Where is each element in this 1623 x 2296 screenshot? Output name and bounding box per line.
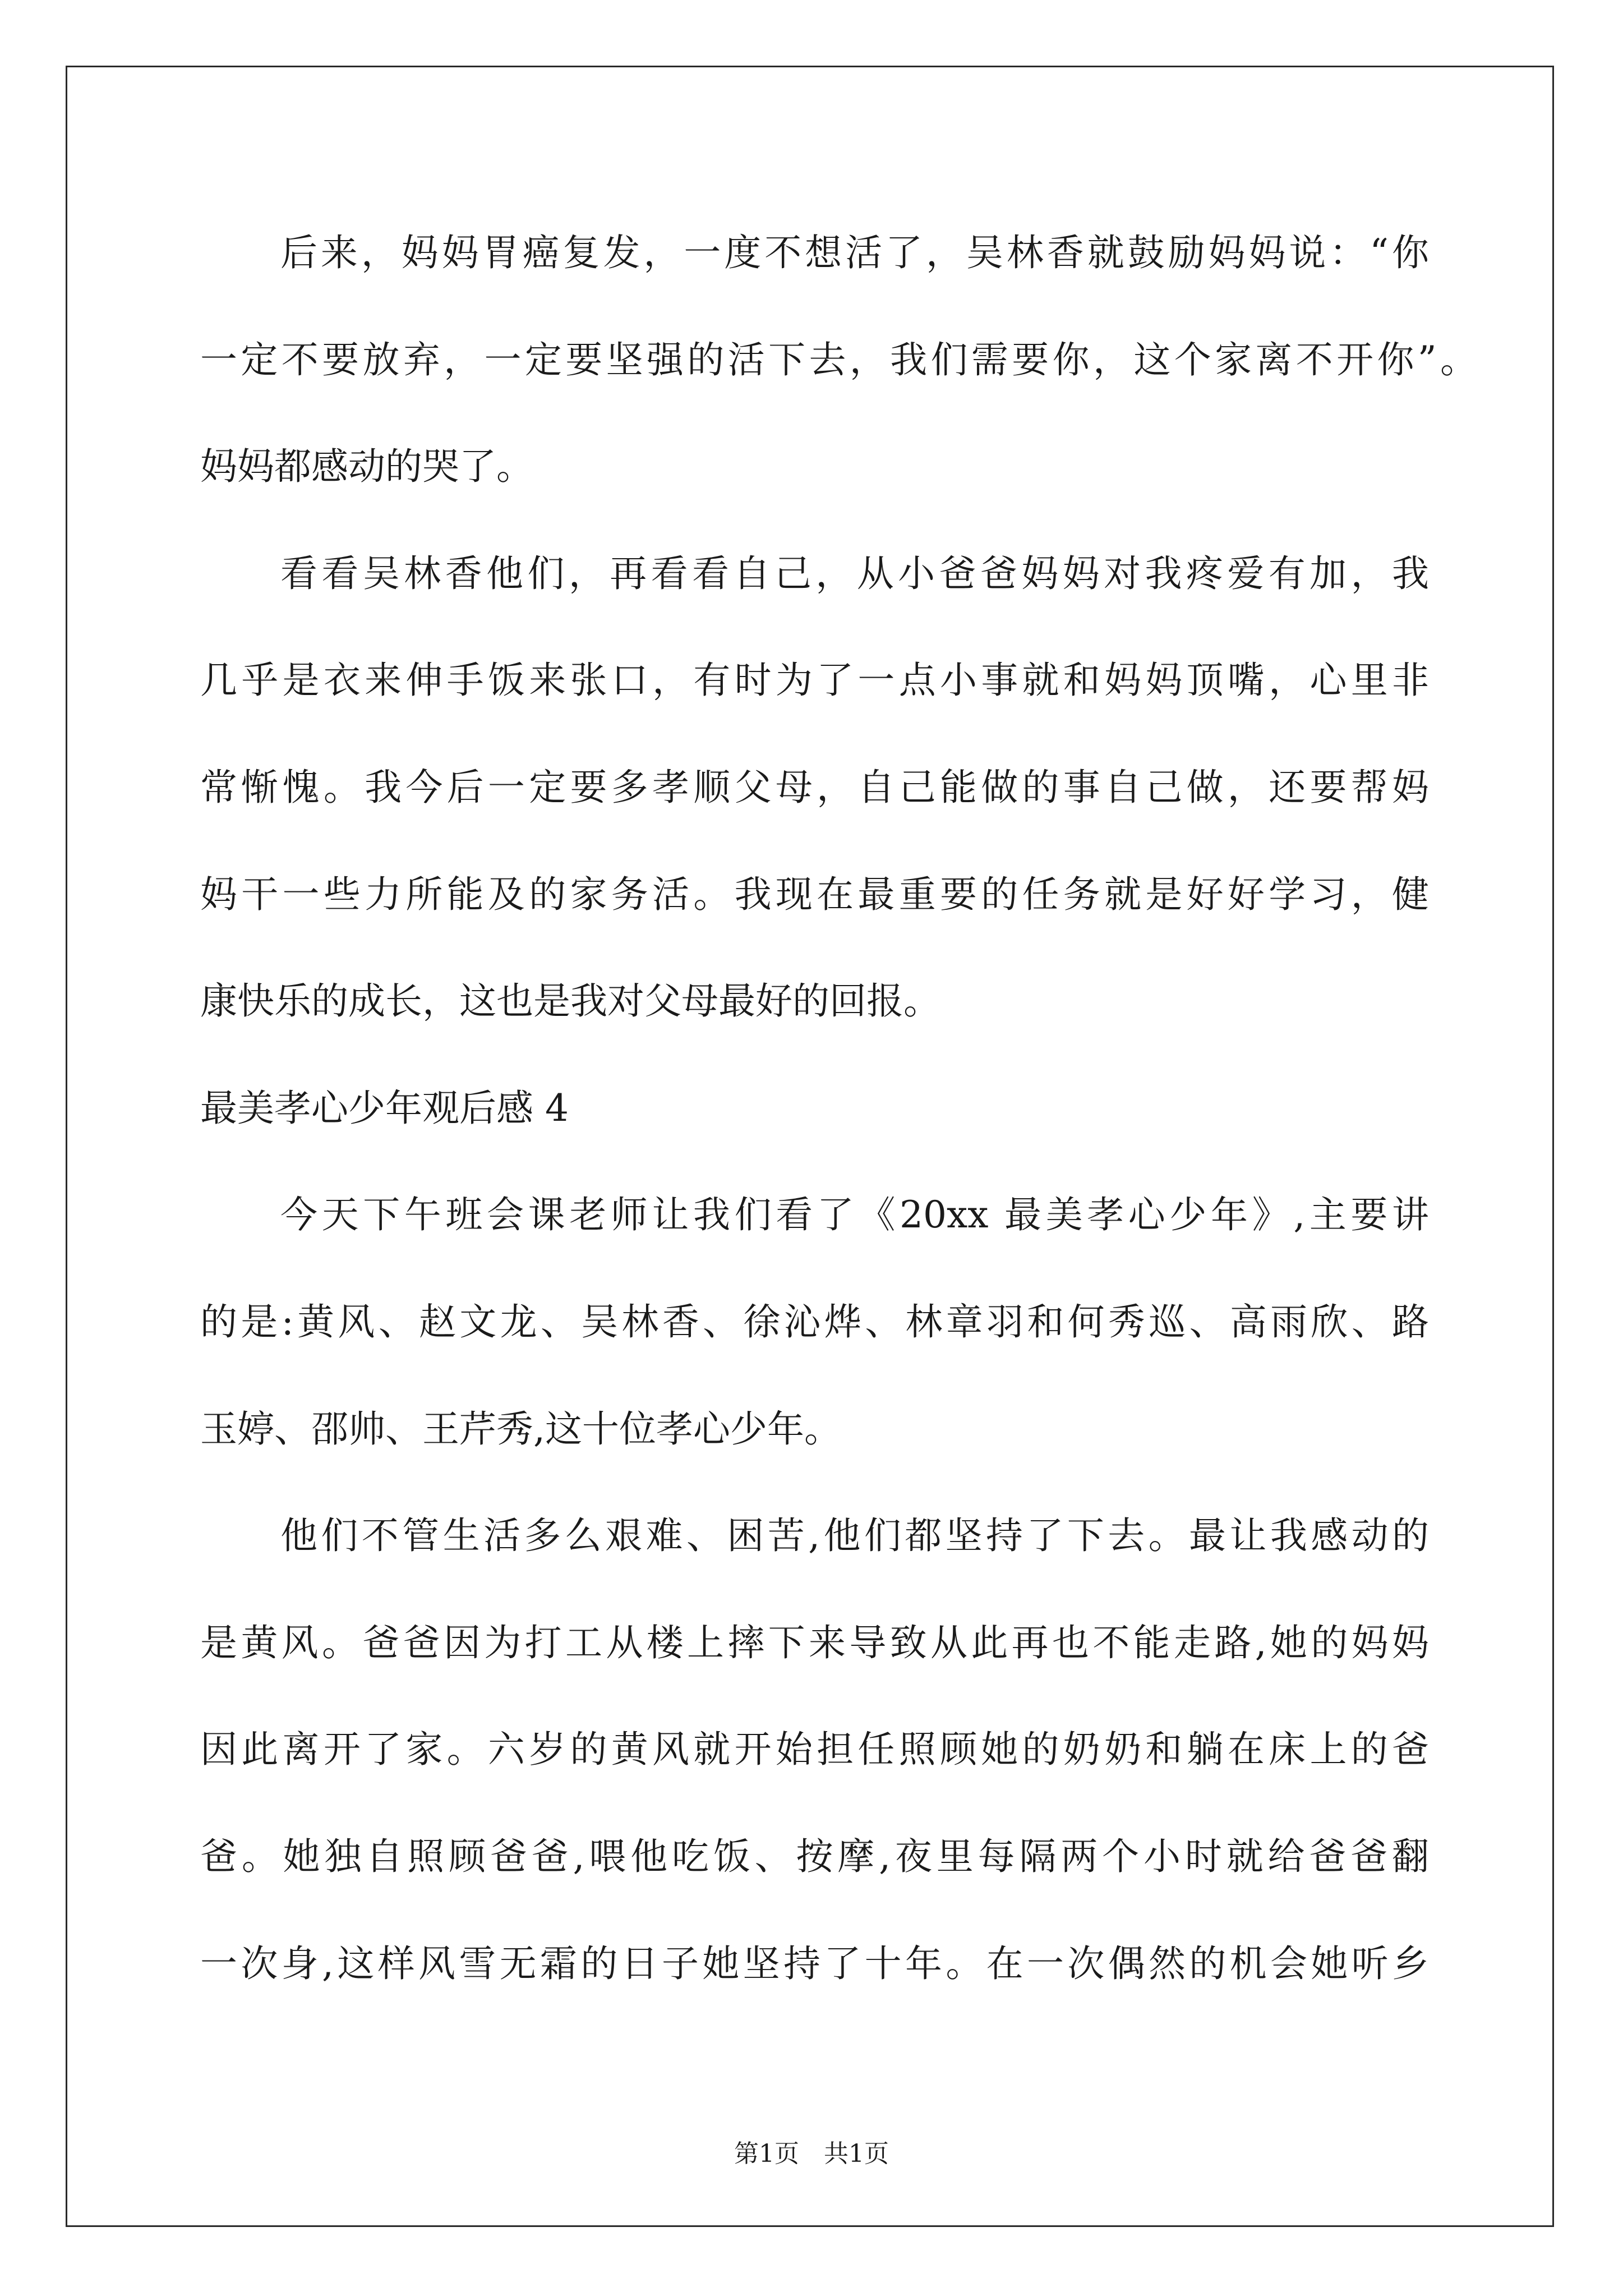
page-border (66, 66, 1554, 2227)
page-footer (0, 2140, 1623, 2168)
paragraph-2-line-2: 几乎是衣来伸手饭来张口，有时为了一点小事就和妈妈顶嘴，心里非 (200, 659, 1429, 702)
paragraph-2-line-3: 常惭愧。我今后一定要多孝顺父母，自己能做的事自己做，还要帮妈 (200, 766, 1429, 809)
page-total: 共1页 (824, 2139, 889, 2168)
paragraph-4-line-1: 他们不管生活多么艰难、困苦,他们都坚持了下去。最让我感动的 (280, 1514, 1429, 1557)
paragraph-4-line-3: 因此离开了家。六岁的黄风就开始担任照顾她的奶奶和躺在床上的爸 (200, 1728, 1429, 1771)
paragraph-4-line-5: 一次身,这样风雪无霜的日子她坚持了十年。在一次偶然的机会她听乡 (200, 1942, 1429, 1985)
paragraph-4-line-4: 爸。她独自照顾爸爸,喂他吃饭、按摩,夜里每隔两个小时就给爸爸翻 (200, 1835, 1429, 1878)
paragraph-3-line-1: 今天下午班会课老师让我们看了《20xx 最美孝心少年》,主要讲 (280, 1193, 1429, 1236)
paragraph-2-line-5: 康快乐的成长，这也是我对父母最好的回报。 (200, 979, 940, 1023)
paragraph-3-line-3: 玉婷、邵帅、王芹秀,这十位孝心少年。 (200, 1407, 841, 1451)
paragraph-1-line-3: 妈妈都感动的哭了。 (200, 445, 533, 488)
paragraph-4-line-2: 是黄风。爸爸因为打工从楼上摔下来导致从此再也不能走路,她的妈妈 (200, 1621, 1429, 1664)
paragraph-2-line-1: 看看吴林香他们，再看看自己，从小爸爸妈妈对我疼爱有加，我 (280, 552, 1429, 595)
paragraph-2-line-4: 妈干一些力所能及的家务活。我现在最重要的任务就是好好学习，健 (200, 873, 1429, 916)
page-number: 第1页 (734, 2139, 799, 2168)
paragraph-1-line-2: 一定不要放弃，一定要坚强的活下去，我们需要你，这个家离不开你”。 (200, 338, 1477, 381)
section-heading: 最美孝心少年观后感 4 (200, 1087, 569, 1130)
paragraph-3-line-2: 的是:黄风、赵文龙、吴林香、徐沁烨、林章羽和何秀巡、高雨欣、路 (200, 1300, 1429, 1343)
paragraph-1-line-1: 后来，妈妈胃癌复发，一度不想活了，吴林香就鼓励妈妈说：“你 (280, 231, 1429, 274)
